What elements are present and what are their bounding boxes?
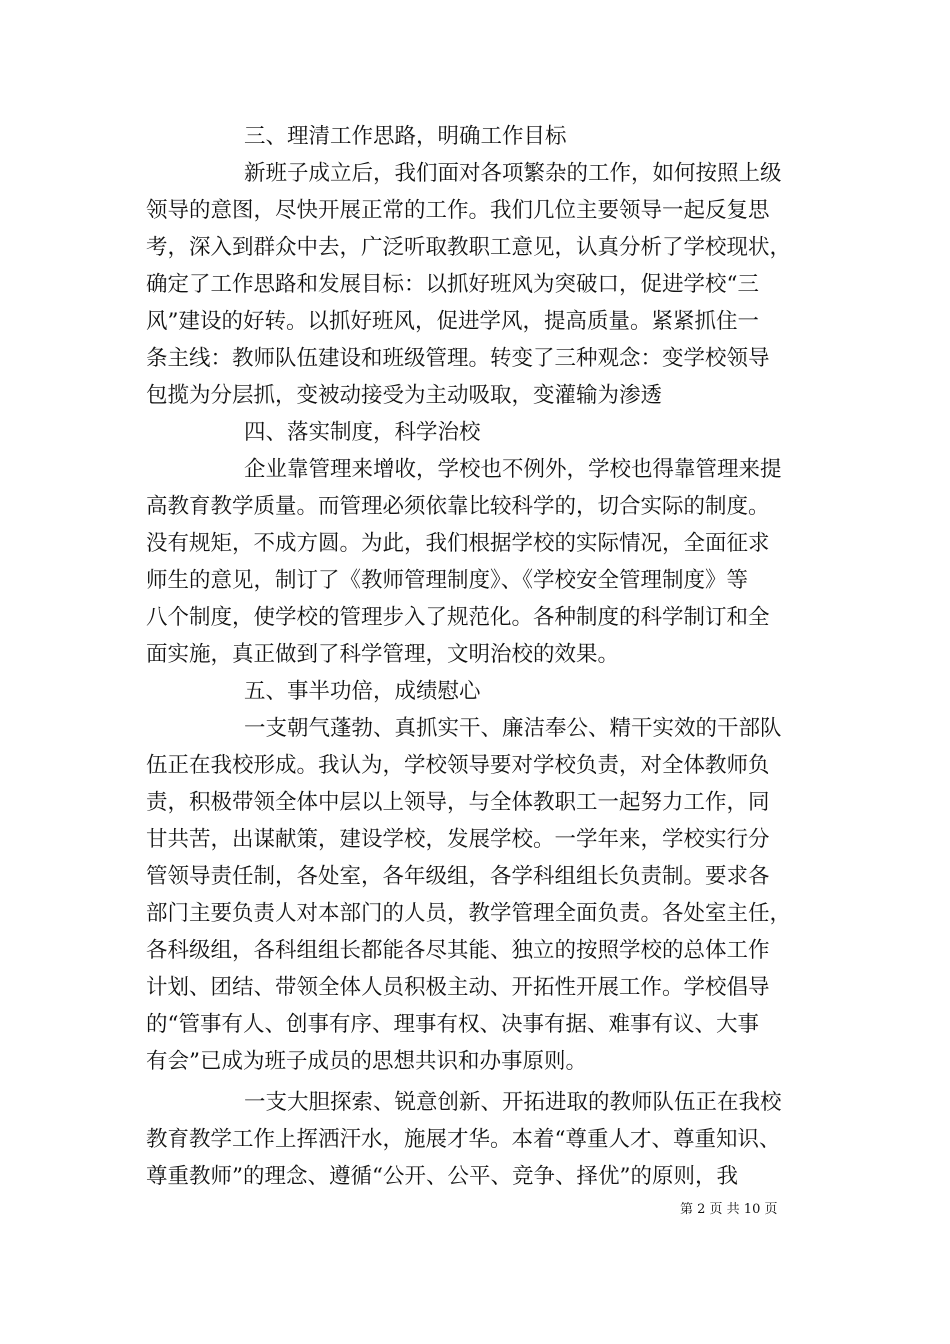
text-line: 领导的意图，尽快开展正常的工作。我们几位主要领导一起反复思 [146, 198, 770, 223]
section-heading: 五、事半功倍，成绩慰心 [244, 679, 481, 704]
page-number-footer: 第 2 页 共 10 页 [680, 1202, 778, 1217]
text-line: 一支大胆探索、锐意创新、开拓进取的教师队伍正在我校 [244, 1090, 782, 1115]
text-line: 条主线：教师队伍建设和班级管理。转变了三种观念：变学校领导 [146, 346, 770, 371]
text-line: 师生的意见，制订了《教师管理制度》、《学校安全管理制度》等 [146, 568, 749, 593]
text-line: 有会”已成为班子成员的思想共识和办事原则。 [146, 1049, 587, 1074]
section-heading: 三、理清工作思路，明确工作目标 [244, 124, 567, 149]
text-line: 风”建设的好转。以抓好班风，促进学风，提高质量。紧紧抓住一 [146, 309, 759, 334]
text-line: 一支朝气蓬勃、真抓实干、廉洁奉公、精干实效的干部队 [244, 716, 782, 741]
text-line: 包揽为分层抓，变被动接受为主动吸取，变灌输为渗透 [146, 383, 663, 408]
text-line: 责，积极带领全体中层以上领导，与全体教职工一起努力工作，同 [146, 790, 770, 815]
text-line: 部门主要负责人对本部门的人员，教学管理全面负责。各处室主任， [146, 901, 792, 926]
text-line: 管领导责任制，各处室，各年级组，各学科组组长负责制。要求各 [146, 864, 770, 889]
text-line: 计划、团结、带领全体人员积极主动、开拓性开展工作。学校倡导 [146, 975, 770, 1000]
paragraph [146, 710, 810, 1080]
text-line: 甘共苦，出谋献策，建设学校，发展学校。一学年来，学校实行分 [146, 827, 770, 852]
text-line: 的“管事有人、创事有序、理事有权、决事有据、难事有议、大事 [146, 1012, 759, 1037]
paragraph [146, 1084, 810, 1195]
text-line: 高教育教学质量。而管理必须依靠比较科学的，切合实际的制度。 [146, 494, 770, 519]
text-line: 八个制度，使学校的管理步入了规范化。各种制度的科学制订和全 [146, 605, 770, 630]
text-line: 确定了工作思路和发展目标：以抓好班风为突破口，促进学校“三 [146, 272, 759, 297]
section-heading: 四、落实制度，科学治校 [244, 420, 481, 445]
paragraph [146, 451, 810, 673]
text-line: 新班子成立后，我们面对各项繁杂的工作，如何按照上级 [244, 161, 782, 186]
text-line: 没有规矩，不成方圆。为此，我们根据学校的实际情况，全面征求 [146, 531, 770, 556]
text-line: 伍正在我校形成。我认为，学校领导要对学校负责，对全体教师负 [146, 753, 770, 778]
text-line: 尊重教师”的理念、遵循“公开、公平、竞争、择优”的原则，我 [146, 1164, 738, 1189]
document-body [146, 118, 810, 1195]
text-line: 企业靠管理来增收，学校也不例外，学校也得靠管理来提 [244, 457, 782, 482]
text-line: 教育教学工作上挥洒汗水，施展才华。本着“尊重人才、尊重知识、 [146, 1127, 781, 1152]
text-line: 考，深入到群众中去，广泛听取教职工意见，认真分析了学校现状， [146, 235, 792, 260]
text-line: 各科级组，各科组组长都能各尽其能、独立的按照学校的总体工作 [146, 938, 770, 963]
text-line: 面实施，真正做到了科学管理，文明治校的效果。 [146, 642, 620, 667]
paragraph [146, 155, 810, 414]
